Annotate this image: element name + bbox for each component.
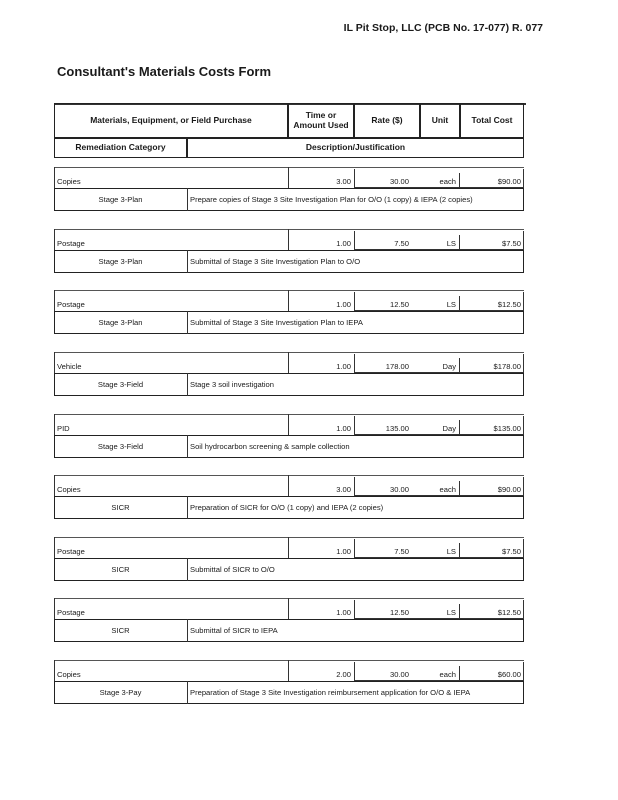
item-unit: Day bbox=[442, 362, 456, 371]
item-total: $7.50 bbox=[501, 239, 521, 248]
item-amount: 1.00 bbox=[336, 608, 351, 617]
item-name: Copies bbox=[57, 177, 81, 186]
item-category: Stage 3-Plan bbox=[98, 318, 143, 327]
item-description: Preparation of Stage 3 Site Investigation reimbursement application for O/O & IEPA bbox=[190, 688, 471, 697]
item-values-row bbox=[54, 660, 524, 681]
item-amount: 3.00 bbox=[336, 177, 351, 186]
item-amount: 1.00 bbox=[336, 362, 351, 371]
header-total-cost: Total Cost bbox=[460, 103, 524, 138]
item-description: Submittal of Stage 3 Site Investigation Plan to IEPA bbox=[190, 318, 363, 327]
item-description: Stage 3 soil investigation bbox=[190, 380, 275, 389]
item-values-row bbox=[54, 167, 524, 188]
item-rate: 135.00 bbox=[385, 424, 409, 433]
item-justification-row bbox=[54, 435, 524, 458]
item-description: Soil hydrocarbon screening & sample collection bbox=[190, 442, 350, 451]
header-unit: Unit bbox=[420, 103, 460, 138]
item-unit: LS bbox=[446, 300, 456, 309]
cost-item bbox=[54, 167, 524, 214]
item-name: Postage bbox=[57, 608, 85, 617]
item-category: SICR bbox=[111, 565, 130, 574]
item-category: Stage 3-Field bbox=[97, 442, 144, 451]
item-rate: 12.50 bbox=[389, 300, 409, 309]
item-name: Postage bbox=[57, 547, 85, 556]
item-category: Stage 3-Plan bbox=[98, 195, 143, 204]
item-rate: 7.50 bbox=[394, 547, 409, 556]
item-justification-row bbox=[54, 250, 524, 273]
cost-item bbox=[54, 229, 524, 276]
header-rate: Rate ($) bbox=[354, 103, 420, 138]
item-total: $90.00 bbox=[497, 177, 521, 186]
item-name: Postage bbox=[57, 300, 85, 309]
item-unit: each bbox=[439, 485, 456, 494]
item-values-row bbox=[54, 537, 524, 558]
item-total: $7.50 bbox=[501, 547, 521, 556]
item-description: Submittal of Stage 3 Site Investigation Plan to O/O bbox=[190, 257, 361, 266]
item-category: Stage 3-Pay bbox=[99, 688, 142, 697]
item-total: $60.00 bbox=[497, 670, 521, 679]
item-name: Copies bbox=[57, 485, 81, 494]
item-category: Stage 3-Plan bbox=[98, 257, 143, 266]
item-description: Prepare copies of Stage 3 Site Investigation Plan for O/O (1 copy) & IEPA (2 copies) bbox=[190, 195, 473, 204]
item-unit: each bbox=[439, 670, 456, 679]
item-justification-row bbox=[54, 496, 524, 519]
item-justification-row bbox=[54, 681, 524, 704]
item-rate: 178.00 bbox=[385, 362, 409, 371]
item-unit: LS bbox=[446, 547, 456, 556]
item-justification-row bbox=[54, 619, 524, 642]
header-remediation-category: Remediation Category bbox=[54, 138, 187, 158]
cost-item bbox=[54, 660, 524, 707]
item-total: $135.00 bbox=[493, 424, 521, 433]
item-amount: 1.00 bbox=[336, 300, 351, 309]
item-unit: each bbox=[439, 177, 456, 186]
item-justification-row bbox=[54, 311, 524, 334]
table-header bbox=[54, 103, 524, 158]
cost-item bbox=[54, 537, 524, 584]
item-unit: LS bbox=[446, 239, 456, 248]
item-description: Submittal of SICR to IEPA bbox=[190, 626, 278, 635]
item-justification-row bbox=[54, 558, 524, 581]
header-materials: Materials, Equipment, or Field Purchase bbox=[54, 103, 288, 138]
item-amount: 1.00 bbox=[336, 424, 351, 433]
item-amount: 2.00 bbox=[336, 670, 351, 679]
page-identifier: IL Pit Stop, LLC (PCB No. 17-077) R. 077 bbox=[343, 22, 543, 34]
item-name: Copies bbox=[57, 670, 81, 679]
item-name: Postage bbox=[57, 239, 85, 248]
item-description: Submittal of SICR to O/O bbox=[190, 565, 275, 574]
item-unit: LS bbox=[446, 608, 456, 617]
header-time-amount: Time or Amount Used bbox=[288, 103, 354, 138]
item-values-row bbox=[54, 475, 524, 496]
cost-item bbox=[54, 414, 524, 461]
header-description: Description/Justification bbox=[187, 138, 524, 158]
item-unit: Day bbox=[442, 424, 456, 433]
item-total: $12.50 bbox=[497, 608, 521, 617]
item-description: Preparation of SICR for O/O (1 copy) and IEPA (2 copies) bbox=[190, 503, 384, 512]
item-rate: 12.50 bbox=[389, 608, 409, 617]
item-rate: 7.50 bbox=[394, 239, 409, 248]
cost-item bbox=[54, 598, 524, 645]
item-values-row bbox=[54, 352, 524, 373]
item-category: SICR bbox=[111, 626, 130, 635]
form-title: Consultant's Materials Costs Form bbox=[57, 64, 272, 79]
item-rate: 30.00 bbox=[389, 485, 409, 494]
item-rate: 30.00 bbox=[389, 670, 409, 679]
item-total: $178.00 bbox=[493, 362, 521, 371]
item-values-row bbox=[54, 598, 524, 619]
item-name: Vehicle bbox=[57, 362, 82, 371]
cost-item bbox=[54, 352, 524, 399]
item-rate: 30.00 bbox=[389, 177, 409, 186]
item-total: $12.50 bbox=[497, 300, 521, 309]
item-values-row bbox=[54, 229, 524, 250]
item-category: SICR bbox=[111, 503, 130, 512]
item-amount: 1.00 bbox=[336, 547, 351, 556]
item-category: Stage 3-Field bbox=[97, 380, 144, 389]
cost-item bbox=[54, 475, 524, 522]
item-values-row bbox=[54, 414, 524, 435]
item-amount: 1.00 bbox=[336, 239, 351, 248]
item-justification-row bbox=[54, 373, 524, 396]
item-amount: 3.00 bbox=[336, 485, 351, 494]
item-values-row bbox=[54, 290, 524, 311]
item-justification-row bbox=[54, 188, 524, 211]
item-name: PID bbox=[57, 424, 70, 433]
item-total: $90.00 bbox=[497, 485, 521, 494]
cost-item bbox=[54, 290, 524, 337]
